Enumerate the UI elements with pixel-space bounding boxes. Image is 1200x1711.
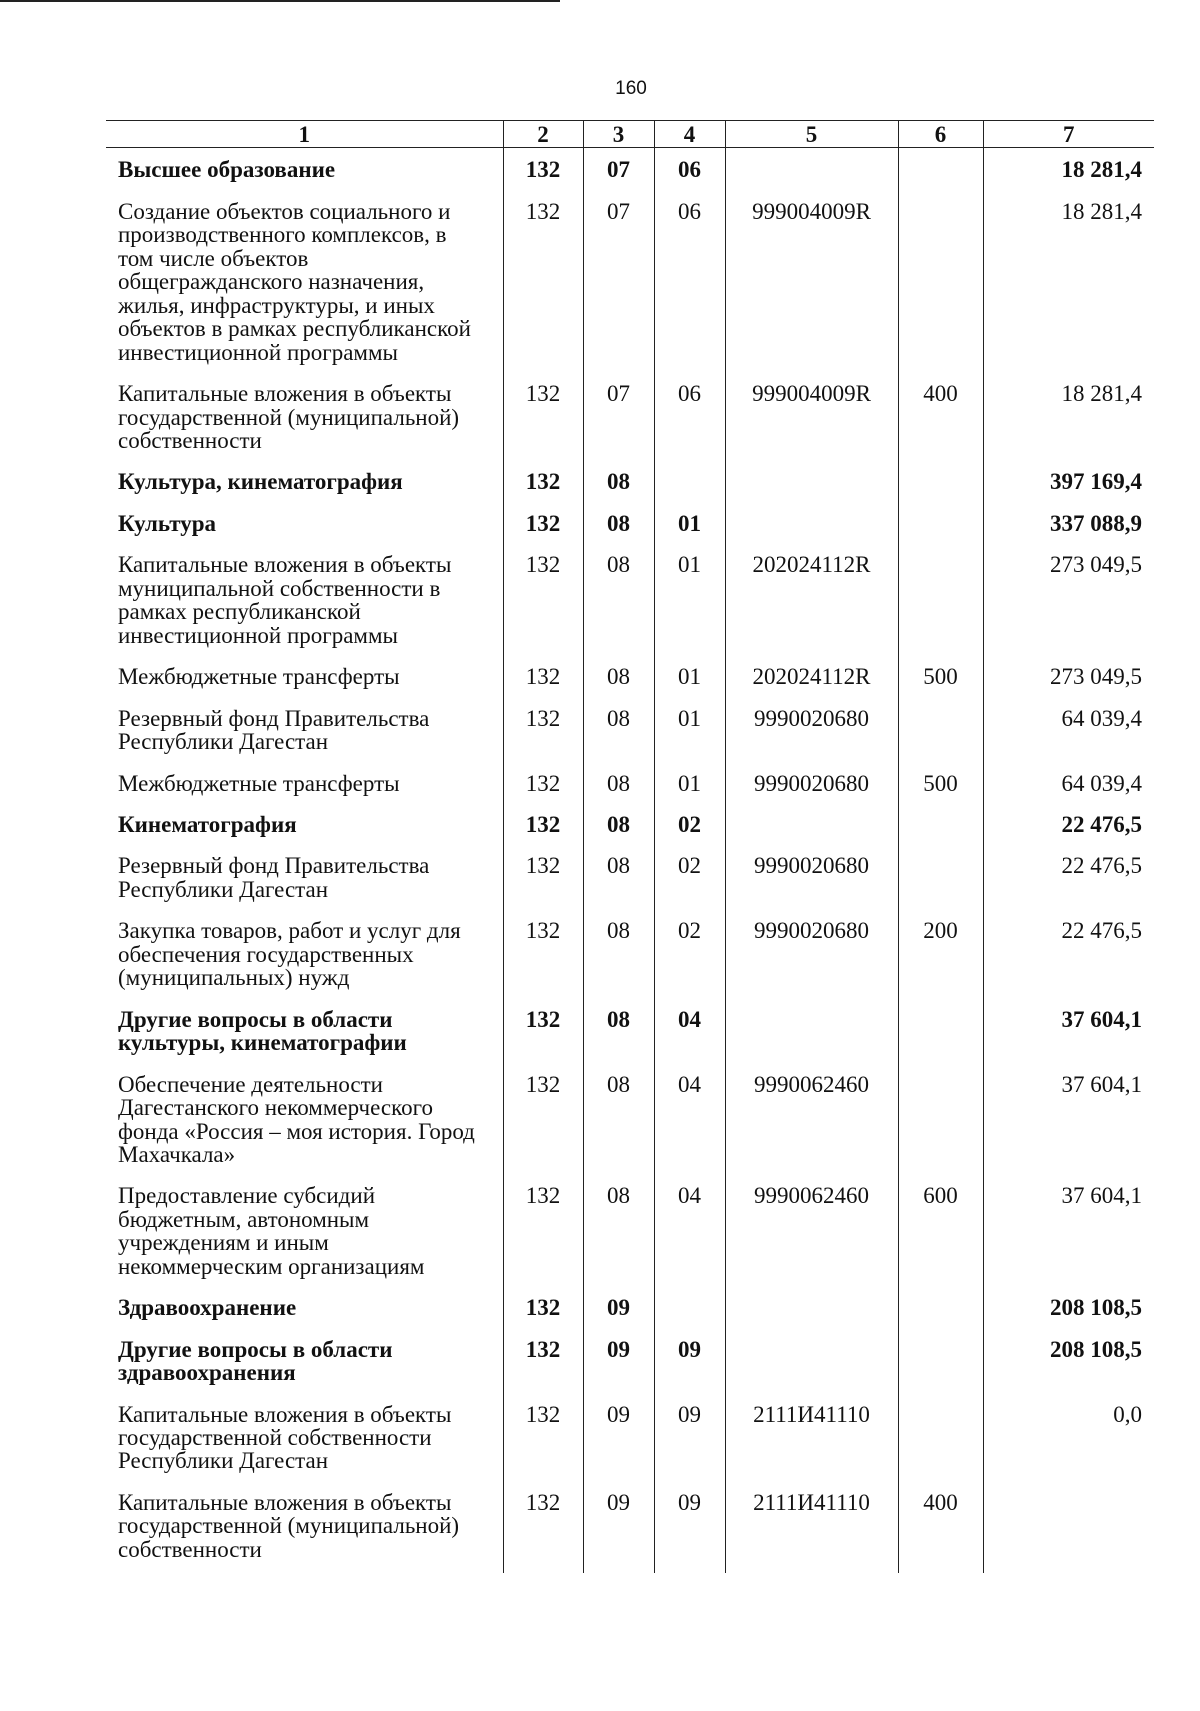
subsection-code: 04 [654, 1061, 725, 1173]
expense-type: 600 [898, 1172, 983, 1284]
row-amount: 37 604,1 [983, 1172, 1154, 1284]
table-row [106, 996, 1154, 1061]
row-name: Межбюджетные трансферты [118, 770, 400, 796]
target-article: 202024112R [725, 653, 898, 694]
expense-type [898, 842, 983, 907]
admin-code: 132 [503, 653, 583, 694]
subsection-code [654, 1284, 725, 1325]
row-amount: 64 039,4 [983, 760, 1154, 801]
row-name: Высшее образование [118, 157, 336, 183]
subsection-code: 01 [654, 760, 725, 801]
expense-type [898, 695, 983, 760]
row-amount: 208 108,5 [983, 1284, 1154, 1325]
admin-code: 132 [503, 188, 583, 370]
budget-table [106, 120, 1154, 1573]
subsection-code: 09 [654, 1391, 725, 1479]
expense-type [898, 1061, 983, 1173]
subsection-code: 04 [654, 996, 725, 1061]
table-row [106, 801, 1154, 842]
top-border-rule [0, 0, 560, 2]
header-col-4: 4 [654, 121, 725, 148]
target-article [725, 500, 898, 541]
row-amount: 18 281,4 [983, 148, 1154, 188]
admin-code: 132 [503, 842, 583, 907]
row-name: Обеспечение деятельности Дагестанского некоммерческого фонда «Россия – моя история. Город Махачкала» [118, 1071, 475, 1167]
table-row [106, 907, 1154, 995]
table-row [106, 1391, 1154, 1479]
subsection-code: 01 [654, 500, 725, 541]
target-article [725, 996, 898, 1061]
target-article: 999004009R [725, 188, 898, 370]
row-amount: 397 169,4 [983, 458, 1154, 499]
row-name: Капитальные вложения в объекты государственной (муниципальной) собственности [118, 381, 460, 453]
section-code: 08 [583, 842, 654, 907]
section-code: 08 [583, 458, 654, 499]
expense-type [898, 1326, 983, 1391]
target-article: 999004009R [725, 370, 898, 458]
subsection-code: 02 [654, 801, 725, 842]
table-row [106, 541, 1154, 653]
admin-code: 132 [503, 500, 583, 541]
row-amount: 64 039,4 [983, 695, 1154, 760]
target-article [725, 458, 898, 499]
admin-code: 132 [503, 1391, 583, 1479]
table-row [106, 500, 1154, 541]
table-row [106, 1479, 1154, 1573]
section-code: 09 [583, 1479, 654, 1573]
admin-code: 132 [503, 760, 583, 801]
target-article [725, 1326, 898, 1391]
admin-code: 132 [503, 541, 583, 653]
table-row [106, 760, 1154, 801]
row-amount: 22 476,5 [983, 801, 1154, 842]
table-row [106, 458, 1154, 499]
table-row [106, 148, 1154, 188]
expense-type [898, 148, 983, 188]
table-row [106, 1061, 1154, 1173]
header-col-2: 2 [503, 121, 583, 148]
admin-code: 132 [503, 458, 583, 499]
expense-type [898, 188, 983, 370]
row-name: Создание объектов социального и производственного комплексов, в том числе объектов общегражданского назначения, жилья, инфраструктуры, и иных объектов в рамках республиканской инвестиционной программы [118, 198, 471, 365]
expense-type [898, 996, 983, 1061]
header-col-5: 5 [725, 121, 898, 148]
expense-type [898, 500, 983, 541]
table-row [106, 695, 1154, 760]
admin-code: 132 [503, 1061, 583, 1173]
section-code: 07 [583, 148, 654, 188]
subsection-code: 04 [654, 1172, 725, 1284]
admin-code: 132 [503, 1326, 583, 1391]
row-name: Другие вопросы в области культуры, кинематографии [118, 1006, 407, 1056]
section-code: 08 [583, 695, 654, 760]
subsection-code: 02 [654, 842, 725, 907]
target-article [725, 1284, 898, 1325]
target-article: 9990020680 [725, 842, 898, 907]
expense-type: 400 [898, 1479, 983, 1573]
admin-code: 132 [503, 1172, 583, 1284]
row-amount: 18 281,4 [983, 370, 1154, 458]
section-code: 09 [583, 1326, 654, 1391]
target-article: 202024112R [725, 541, 898, 653]
header-col-7: 7 [983, 121, 1154, 148]
section-code: 08 [583, 801, 654, 842]
section-code: 08 [583, 1061, 654, 1173]
row-name: Другие вопросы в области здравоохранения [118, 1336, 393, 1386]
admin-code: 132 [503, 996, 583, 1061]
subsection-code: 01 [654, 541, 725, 653]
target-article: 9990020680 [725, 907, 898, 995]
row-amount: 0,0 [983, 1391, 1154, 1479]
expense-type [898, 458, 983, 499]
row-amount: 37 604,1 [983, 1061, 1154, 1173]
section-code: 08 [583, 996, 654, 1061]
expense-type [898, 801, 983, 842]
subsection-code: 02 [654, 907, 725, 995]
admin-code: 132 [503, 148, 583, 188]
target-article: 2111И41110 [725, 1479, 898, 1573]
row-amount: 208 108,5 [983, 1326, 1154, 1391]
admin-code: 132 [503, 695, 583, 760]
table-body [106, 148, 1154, 1573]
table-row [106, 370, 1154, 458]
section-code: 08 [583, 907, 654, 995]
row-amount: 22 476,5 [983, 907, 1154, 995]
target-article: 9990062460 [725, 1172, 898, 1284]
subsection-code [654, 458, 725, 499]
section-code: 08 [583, 500, 654, 541]
table-header-row [106, 121, 1154, 148]
header-col-6: 6 [898, 121, 983, 148]
target-article [725, 148, 898, 188]
row-name: Резервный фонд Правительства Республики Дагестан [118, 705, 430, 755]
section-code: 09 [583, 1284, 654, 1325]
row-name: Культура, кинематография [118, 469, 403, 495]
expense-type: 400 [898, 370, 983, 458]
row-name: Предоставление субсидий бюджетным, автономным учреждениям и иным некоммерческим организациям [118, 1183, 425, 1279]
row-name: Закупка товаров, работ и услуг для обеспечения государственных (муниципальных) нужд [118, 918, 461, 991]
subsection-code: 06 [654, 370, 725, 458]
target-article [725, 801, 898, 842]
target-article: 2111И41110 [725, 1391, 898, 1479]
row-name: Капитальные вложения в объекты государственной (муниципальной) собственности [118, 1489, 460, 1562]
row-name: Капитальные вложения в объекты муниципальной собственности в рамках республиканской инвестиционной программы [118, 552, 452, 648]
table-row [106, 1326, 1154, 1391]
header-col-3: 3 [583, 121, 654, 148]
row-name: Межбюджетные трансферты [118, 664, 400, 690]
subsection-code: 09 [654, 1479, 725, 1573]
row-amount: 273 049,5 [983, 541, 1154, 653]
row-amount: 273 049,5 [983, 653, 1154, 694]
expense-type: 500 [898, 760, 983, 801]
row-amount: 18 281,4 [983, 188, 1154, 370]
table-row [106, 188, 1154, 370]
section-code: 09 [583, 1391, 654, 1479]
row-amount: 22 476,5 [983, 842, 1154, 907]
table-row [106, 653, 1154, 694]
subsection-code: 09 [654, 1326, 725, 1391]
table-row [106, 1284, 1154, 1325]
row-name: Резервный фонд Правительства Республики Дагестан [118, 853, 430, 902]
expense-type [898, 1284, 983, 1325]
section-code: 08 [583, 653, 654, 694]
expense-type [898, 541, 983, 653]
row-amount: 337 088,9 [983, 500, 1154, 541]
admin-code: 132 [503, 370, 583, 458]
row-name: Культура [118, 510, 217, 536]
header-col-1: 1 [106, 121, 503, 148]
target-article: 9990020680 [725, 760, 898, 801]
subsection-code: 01 [654, 653, 725, 694]
target-article: 9990020680 [725, 695, 898, 760]
expense-type: 200 [898, 907, 983, 995]
row-amount [983, 1479, 1154, 1573]
target-article: 9990062460 [725, 1061, 898, 1173]
section-code: 07 [583, 370, 654, 458]
subsection-code: 06 [654, 188, 725, 370]
table-row [106, 842, 1154, 907]
admin-code: 132 [503, 907, 583, 995]
row-amount: 37 604,1 [983, 996, 1154, 1061]
subsection-code: 01 [654, 695, 725, 760]
admin-code: 132 [503, 1479, 583, 1573]
expense-type: 500 [898, 653, 983, 694]
table-row [106, 1172, 1154, 1284]
section-code: 08 [583, 1172, 654, 1284]
row-name: Кинематография [118, 811, 297, 837]
section-code: 08 [583, 760, 654, 801]
subsection-code: 06 [654, 148, 725, 188]
admin-code: 132 [503, 801, 583, 842]
row-name: Здравоохранение [118, 1295, 297, 1321]
admin-code: 132 [503, 1284, 583, 1325]
expense-type [898, 1391, 983, 1479]
section-code: 07 [583, 188, 654, 370]
row-name: Капитальные вложения в объекты государственной собственности Республики Дагестан [118, 1401, 452, 1474]
section-code: 08 [583, 541, 654, 653]
page-number: 160 [615, 78, 647, 99]
